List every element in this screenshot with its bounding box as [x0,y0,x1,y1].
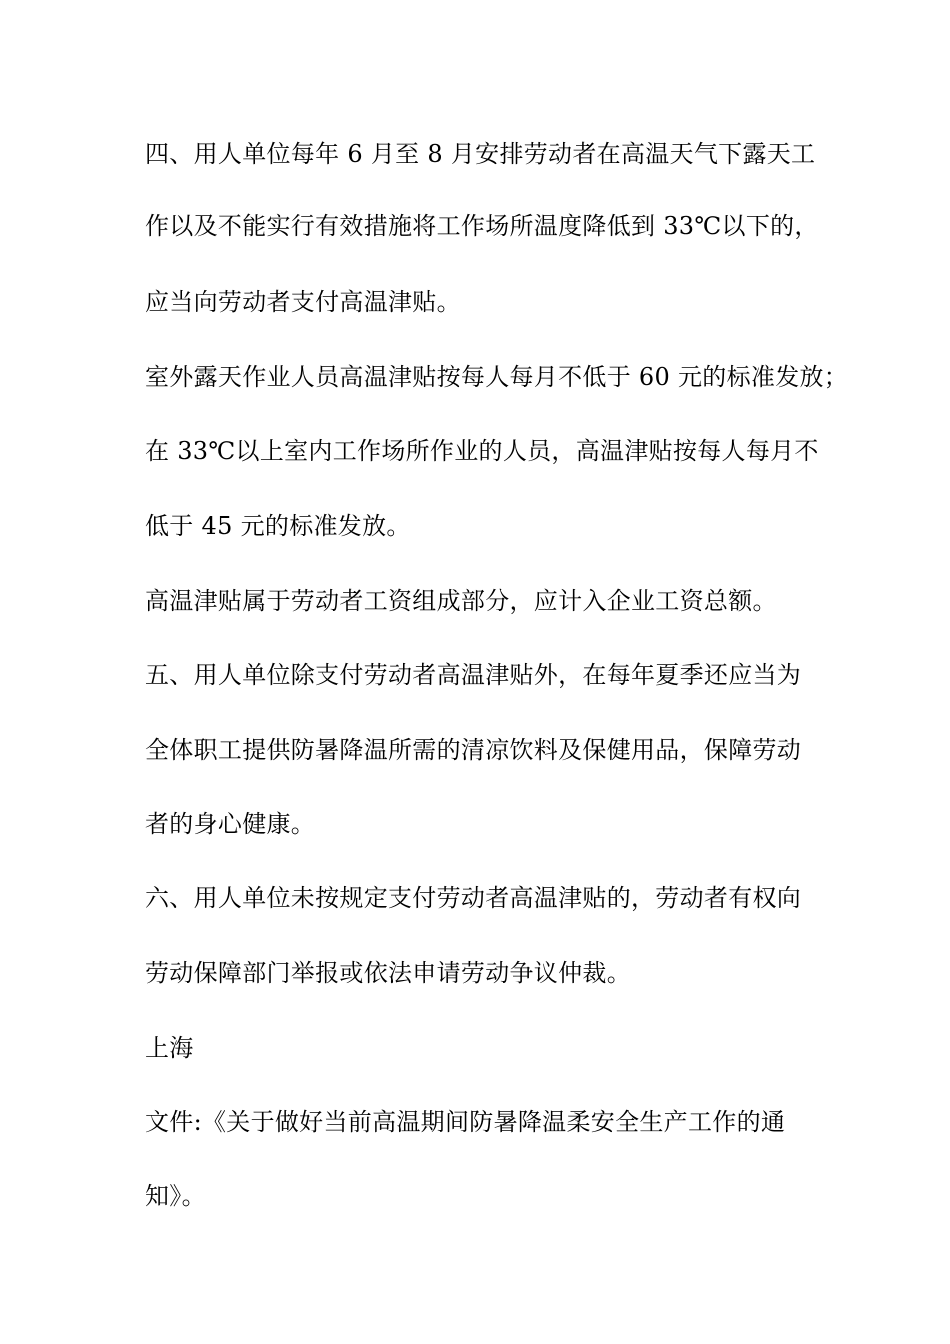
text-line: 四、用人单位每年 6 月至 8 月安排劳动者在高温天气下露天工 [145,140,816,168]
text-line: 知》。 [145,1182,206,1210]
text-line: 劳动保障部门举报或依法申请劳动争议仲裁。 [145,959,631,987]
text-line: 六、用人单位未按规定支付劳动者高温津贴的，劳动者有权向 [145,884,802,912]
text-line: 五、用人单位除支付劳动者高温津贴外，在每年夏季还应当为 [145,661,802,689]
text-line: 在 33℃以上室内工作场所作业的人员，高温津贴按每人每月不 [145,437,819,465]
text-line: 上海 [145,1034,194,1062]
text-line: 文件:《关于做好当前高温期间防暑降温柔安全生产工作的通 [145,1108,786,1136]
text-line: 者的身心健康。 [145,810,316,838]
text-line: 室外露天作业人员高温津贴按每人每月不低于 60 元的标准发放； [145,363,849,391]
text-line: 低于 45 元的标准发放。 [145,512,411,540]
text-line: 应当向劳动者支付高温津贴。 [145,288,461,316]
text-line: 高温津贴属于劳动者工资组成部分，应计入企业工资总额。 [145,587,777,615]
text-line: 作以及不能实行有效措施将工作场所温度降低到 33℃以下的， [145,212,819,240]
text-line: 全体职工提供防暑降温所需的清凉饮料及保健用品，保障劳动 [145,736,802,764]
